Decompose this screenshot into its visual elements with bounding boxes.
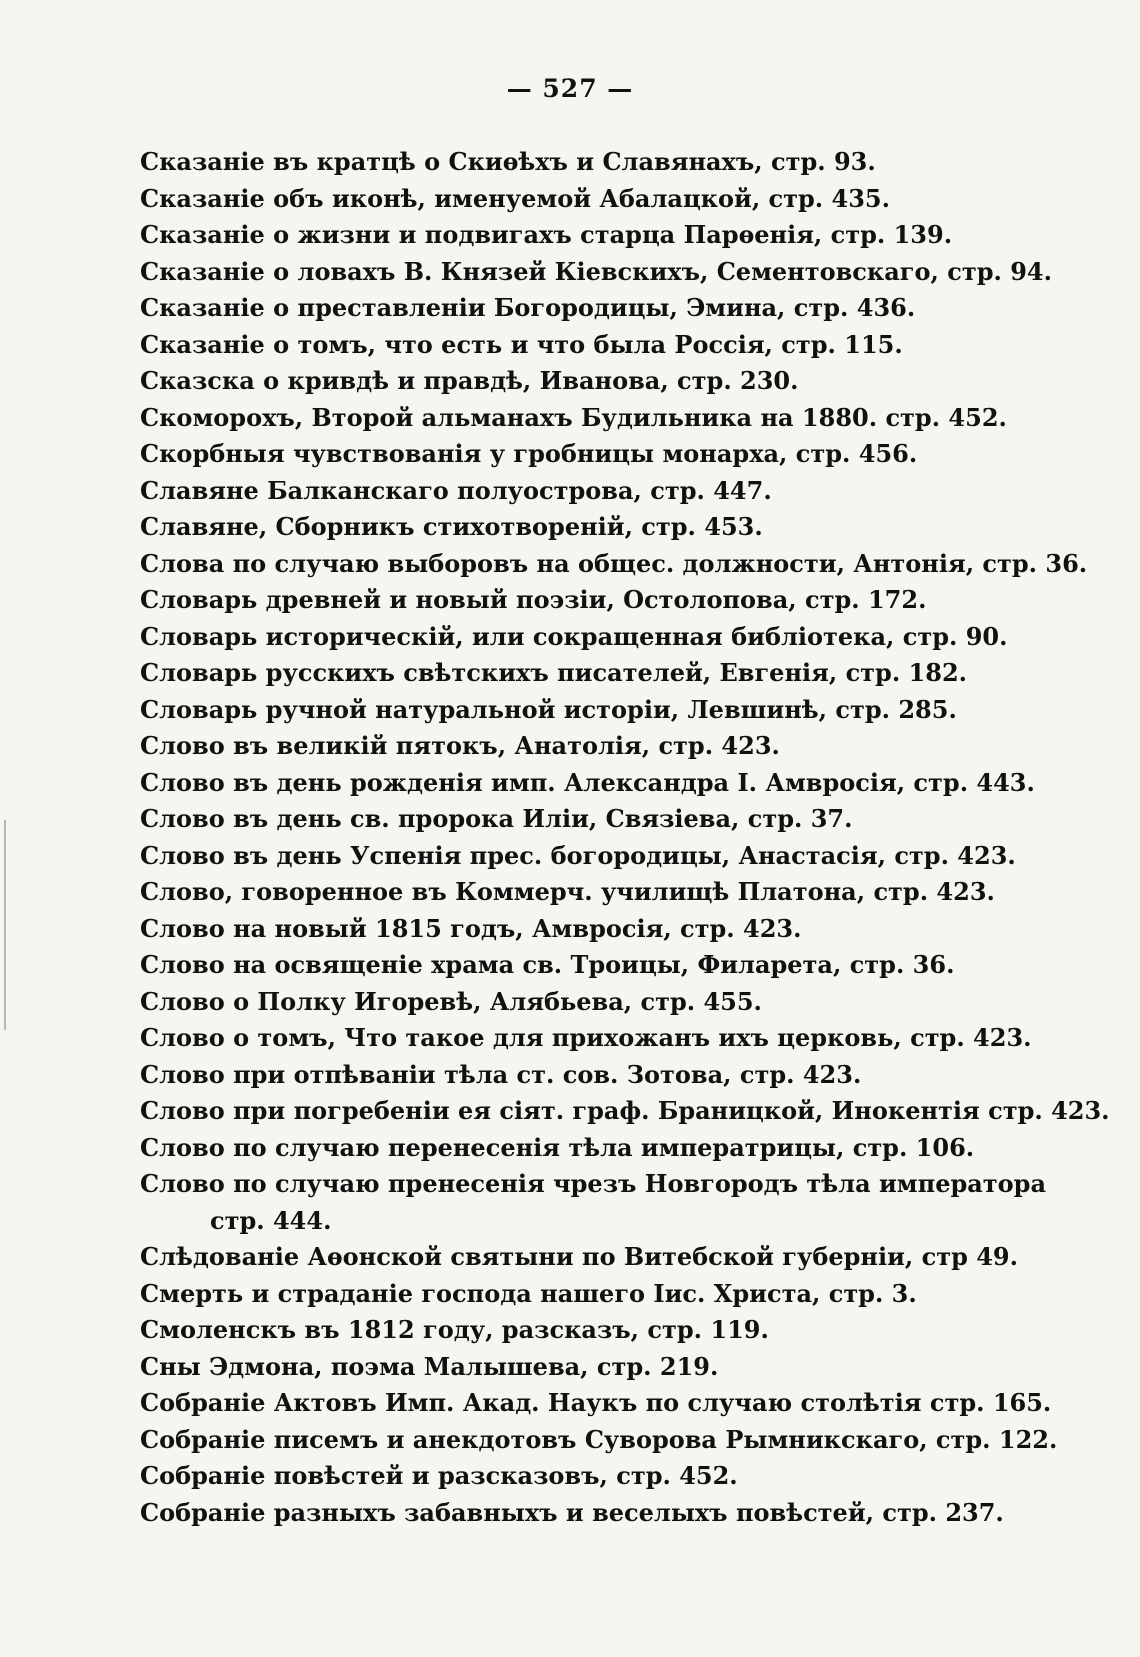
index-entry: Сказаніе въ кратцѣ о Скиѳѣхъ и Славянахъ, стр. 93. bbox=[140, 147, 876, 176]
index-entry: Слова по случаю выборовъ на общес. должности, Антонія, стр. 36. bbox=[140, 548, 1088, 578]
index-entry: Собраніе писемъ и анекдотовъ Суворова Рымникскаго, стр. 122. bbox=[140, 1424, 1058, 1454]
index-entry: Слово о томъ, Что такое для прихожанъ ихъ церковь, стр. 423. bbox=[140, 1023, 1032, 1052]
index-entry: Слово въ день рожденія имп. Александра I. Амвросія, стр. 443. bbox=[140, 767, 1035, 797]
index-entry: Словарь древней и новый поэзіи, Остолопова, стр. 172. bbox=[140, 585, 927, 614]
index-entry: Слово въ день св. пророка Иліи, Связіева, стр. 37. bbox=[140, 804, 853, 833]
margin-mark bbox=[4, 820, 6, 1030]
index-entry: Славяне Балканскаго полуострова, стр. 447. bbox=[140, 475, 772, 505]
index-entry: Слово въ день Успенія прес. богородицы, Анастасія, стр. 423. bbox=[140, 840, 1016, 870]
index-entry: Слово по случаю перенесенія тѣла императрицы, стр. 106. bbox=[140, 1132, 975, 1162]
index-entry: Сны Эдмона, поэма Малышева, стр. 219. bbox=[140, 1351, 719, 1381]
index-entry: Словарь историческій, или сокращенная библіотека, стр. 90. bbox=[140, 621, 1008, 651]
index-entry: Смерть и страданіе господа нашего Іис. Христа, стр. 3. bbox=[140, 1278, 917, 1308]
index-entry: Скорбныя чувствованія у гробницы монарха, стр. 456. bbox=[140, 439, 918, 468]
index-entry: Собраніе Актовъ Имп. Акад. Наукъ по случаю столѣтія стр. 165. bbox=[140, 1388, 1052, 1417]
index-entry: Скоморохъ, Второй альманахъ Будильника на 1880. стр. 452. bbox=[140, 402, 1007, 432]
index-entry: Словарь русскихъ свѣтскихъ писателей, Евгенія, стр. 182. bbox=[140, 658, 967, 687]
index-entry: Словарь ручной натуральной исторіи, Левшинѣ, стр. 285. bbox=[140, 694, 957, 724]
index-entry: Сказска о кривдѣ и правдѣ, Иванова, стр. 230. bbox=[140, 366, 799, 395]
index-entry: Слово по случаю пренесенія чрезъ Новгородъ тѣла императора стр. 444. bbox=[140, 1169, 1047, 1235]
index-entry: Слово о Полку Игоревѣ, Алябьева, стр. 455. bbox=[140, 986, 762, 1016]
index-entry: Славяне, Сборникъ стихотвореній, стр. 453. bbox=[140, 512, 763, 541]
index-entry: Слово на новый 1815 годъ, Амвросія, стр. 423. bbox=[140, 913, 802, 943]
index-entry: Сказаніе о жизни и подвигахъ старца Парѳенія, стр. 139. bbox=[140, 220, 953, 249]
index-entry: Собраніе разныхъ забавныхъ и веселыхъ повѣстей, стр. 237. bbox=[140, 1497, 1004, 1527]
index-entry: Слѣдованіе Аѳонской святыни по Витебской губерніи, стр 49. bbox=[140, 1242, 1018, 1271]
index-entry: Сказаніе о томъ, что есть и что была Россія, стр. 115. bbox=[140, 329, 903, 359]
index-entry: Сказаніе объ иконѣ, именуемой Абалацкой, стр. 435. bbox=[140, 183, 890, 213]
index-entry: Сказаніе о преставленіи Богородицы, Эмина, стр. 436. bbox=[140, 293, 916, 322]
index-entry: Слово при отпѣваніи тѣла ст. сов. Зотова, стр. 423. bbox=[140, 1059, 862, 1089]
page-number: — 527 — bbox=[506, 74, 634, 103]
index-entry: Смоленскъ въ 1812 году, разсказъ, стр. 119. bbox=[140, 1315, 769, 1344]
index-entry: Собраніе повѣстей и разсказовъ, стр. 452. bbox=[140, 1461, 738, 1490]
index-entry: Слово, говоренное въ Коммерч. училищѣ Платона, стр. 423. bbox=[140, 877, 995, 906]
index-entry: Сказаніе о ловахъ В. Князей Кіевскихъ, Сементовскаго, стр. 94. bbox=[140, 256, 1052, 286]
index-entry: Слово въ великій пятокъ, Анатолія, стр. 423. bbox=[140, 731, 780, 760]
index-entry: Слово на освященіе храма св. Троицы, Филарета, стр. 36. bbox=[140, 950, 955, 979]
index-entry: Слово при погребеніи ея сіят. граф. Браницкой, Инокентія стр. 423. bbox=[140, 1096, 1110, 1125]
index-entries bbox=[140, 144, 1110, 1531]
